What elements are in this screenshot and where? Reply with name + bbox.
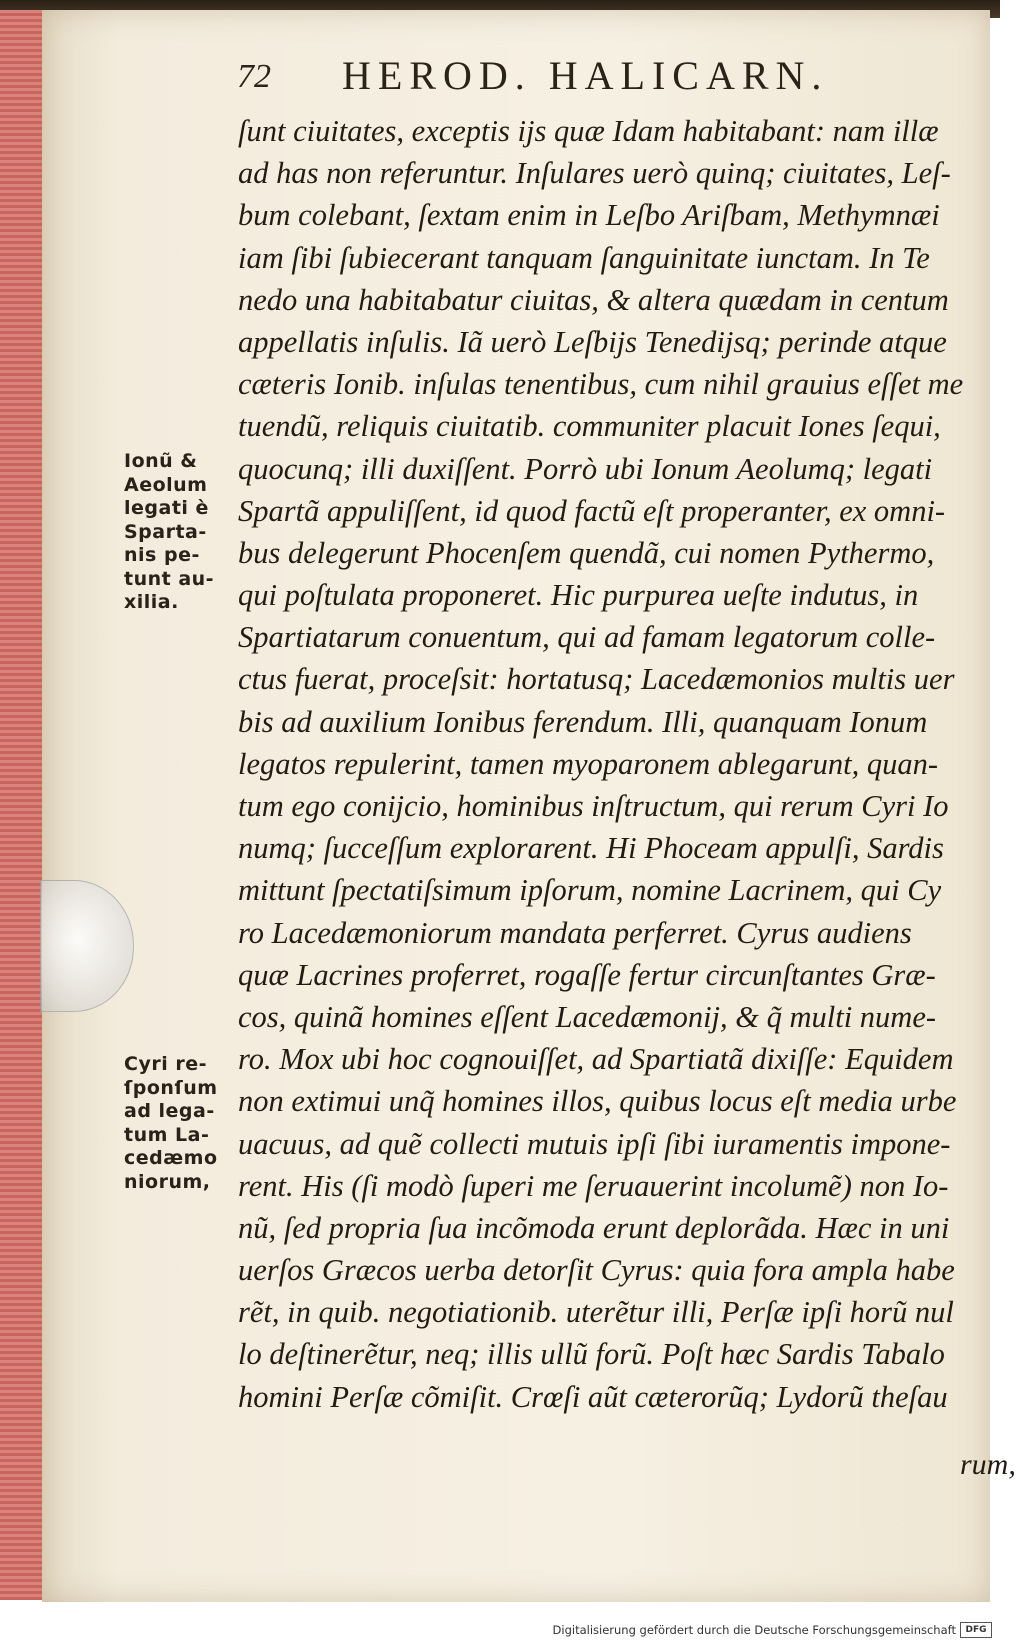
text-line: legatos repulerint, tamen myoparonem ablegarunt, quan- (238, 746, 938, 781)
marginal-note-line: cedæmo (124, 1147, 218, 1169)
text-line: appellatis inſulis. Iã uerò Leſbijs Tenedijsq; perinde atque (238, 324, 947, 359)
text-line: rent. His (ſi modò ſuperi me ſeruauerint incolumẽ) non Io- (238, 1168, 949, 1203)
text-line: cos, quinã homines eſſent Lacedæmonij, & q̃ multi nume- (238, 999, 937, 1034)
text-line: quocunq; illi duxiſſent. Porrò ubi Ionum Aeolumq; legati (238, 451, 933, 486)
marginal-note-line: Cyri re- (124, 1053, 207, 1075)
marginal-note-line: legati è (124, 497, 209, 519)
dfg-logo-icon: DFG (960, 1622, 992, 1638)
text-line: bis ad auxilium Ionibus ferendum. Illi, quanquam Ionum (238, 704, 928, 739)
marginal-note (124, 1053, 236, 1194)
marginal-note-line: niorum, (124, 1170, 211, 1193)
text-line: mittunt ſpectatiſsimum ipſorum, nomine Lacrinem, qui Cy (238, 873, 942, 908)
text-line: iam ſibi ſubiecerant tanquam ſanguinitate iunctam. In Te (238, 240, 930, 275)
text-line: cæteris Ionib. inſulas tenentibus, cum nihil grauius eſſet me (238, 367, 964, 402)
text-line: numq; ſucceſſum explorarent. Hi Phoceam appulſi, Sardis (238, 831, 944, 866)
text-line: nedo una habitabatur ciuitas, & altera quædam in centum (238, 282, 949, 317)
text-line: ro. Mox ubi hoc cognouiſſet, ad Spartiatã dixiſſe: Equidem (238, 1042, 954, 1077)
text-line: homini Perſæ cõmiſit. Crœſi aũt cæterorũq; Lydorũ theſau (238, 1379, 948, 1414)
text-line: uerſos Græcos uerba detorſit Cyrus: quia fora ampla habe (238, 1253, 955, 1288)
marginal-note-line: ſponſum (124, 1076, 218, 1099)
marginal-note-line: xilia. (124, 591, 179, 613)
text-line: qui poſtulata proponeret. Hic purpurea ueſte indutus, in (238, 578, 919, 613)
text-line: uacuus, ad quẽ collecti mutuis ipſi ſibi iuramentis impone- (238, 1126, 951, 1161)
marginal-note-line: tum La- (124, 1123, 210, 1146)
book-page (42, 10, 1016, 1602)
text-line: tuendũ, reliquis ciuitatib. communiter placuit Iones ſequi, (238, 409, 941, 444)
marginal-note-line: Sparta- (124, 520, 207, 543)
text-line: rẽt, in quib. negotiationib. uterẽtur illi, Perſæ ipſi horũ nul (238, 1295, 954, 1330)
text-line: ſunt ciuitates, exceptis ijs quæ Idam habitabant: nam illæ (238, 114, 939, 148)
digitization-credit: Digitalisierung gefördert durch die Deutsche Forschungsgemeinschaft (552, 1623, 956, 1637)
page-number: 72 (237, 58, 271, 95)
text-line: non extimui unq̃ homines illos, quibus locus eſt media urbe (238, 1084, 957, 1119)
body-text (238, 110, 962, 1418)
page-header (42, 52, 990, 112)
catchword: rum, (960, 1448, 1016, 1481)
text-line: Spartã appuliſſent, id quod factũ eſt properanter, ex omni- (238, 493, 946, 528)
text-line: ctus fuerat, proceſsit: hortatusq; Lacedæmonios multis uer (238, 662, 955, 697)
text-line: tum ego conijcio, hominibus inſtructum, qui rerum Cyri Io (238, 789, 949, 823)
text-line: ad has non referuntur. Inſulares uerò quinq; ciuitates, Leſ- (238, 156, 951, 191)
text-line: ro Lacedæmoniorum mandata perferret. Cyrus audiens (238, 915, 912, 950)
marginal-note-line: Ionũ & (124, 450, 198, 472)
marginal-note-line: Aeolum (124, 473, 208, 496)
text-line: bum colebant, ſextam enim in Leſbo Ariſbam, Methymnæi (238, 198, 940, 233)
marginal-note-line: nis pe- (124, 544, 200, 566)
text-line: lo deſtinerẽtur, neq; illis ullũ forũ. Poſt hæc Sardis Tabalo (238, 1337, 945, 1372)
marginal-note (124, 450, 236, 615)
marginal-note-line: ad lega- (124, 1100, 215, 1122)
text-line: quæ Lacrines proferret, rogaſſe fertur circunſtantes Græ- (238, 957, 936, 992)
text-line: Spartiatarum conuentum, qui ad famam legatorum colle- (238, 620, 936, 655)
running-head: HEROD. HALICARN. (342, 53, 829, 98)
page-edge-red (0, 10, 44, 1600)
bookmark-tab (40, 880, 134, 1012)
marginal-note-line: tunt au- (124, 567, 215, 590)
text-line: bus delegerunt Phocenſem quendã, cui nomen Pythermo, (238, 535, 935, 570)
text-line: nũ, ſed propria ſua incõmoda erunt deplorãda. Hæc in uni (238, 1210, 950, 1245)
